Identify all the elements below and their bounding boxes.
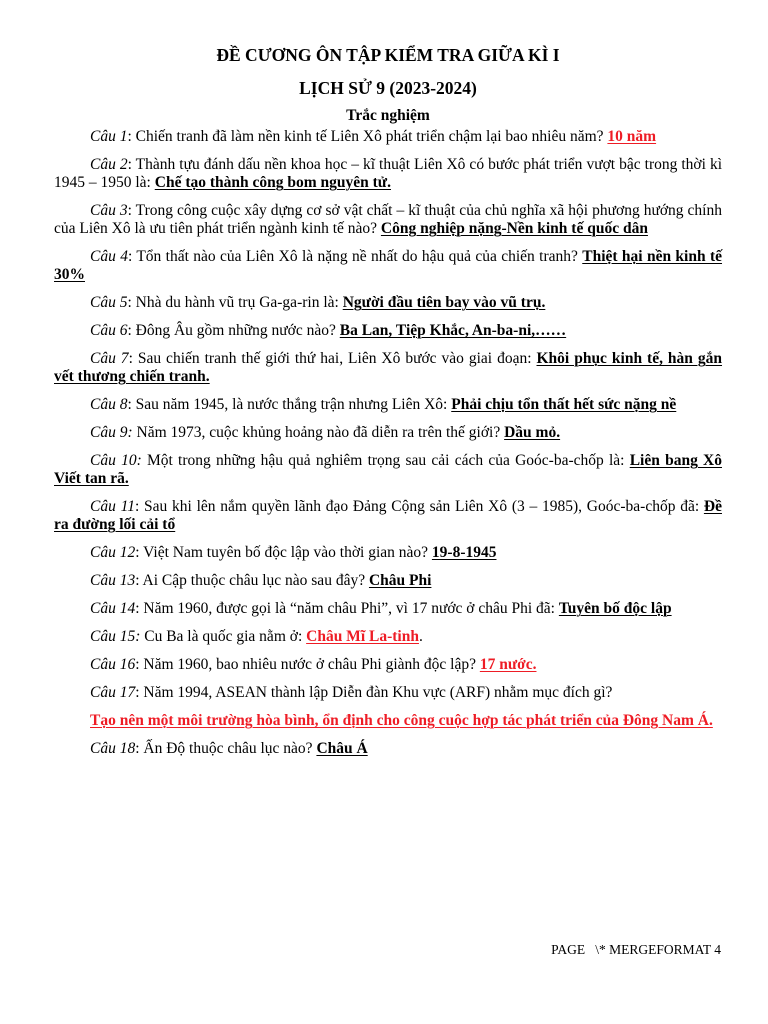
question-separator: :: [135, 544, 144, 561]
answer-suffix: .: [418, 628, 423, 645]
document-page: [54, 44, 722, 768]
question-label: Câu 3: [90, 202, 128, 219]
question-label: Câu 7: [90, 350, 129, 367]
question-item: [54, 248, 722, 284]
question-label: Câu 4: [90, 248, 128, 265]
question-answer: 17 nước.: [479, 656, 537, 673]
question-label: Câu 13: [90, 572, 136, 589]
question-separator: :: [135, 740, 144, 757]
question-label: Câu 1: [90, 128, 128, 145]
question-text: Một trong những hậu quả nghiêm trọng sau cải cách của Goóc-ba-chốp là:: [146, 452, 630, 469]
question-item: [54, 156, 722, 192]
question-separator: :: [135, 684, 144, 701]
document-title: ĐỀ CƯƠNG ÔN TẬP KIỂM TRA GIỮA KÌ I: [216, 45, 560, 65]
question-answer: Khôi phục kinh tế, hàn gắn vết thương chiến tranh.: [54, 350, 723, 385]
document-subject: LỊCH SỬ 9 (2023-2024): [299, 78, 477, 98]
page-footer: PAGE \* MERGEFORMAT 4: [551, 942, 721, 957]
question-separator: :: [135, 656, 144, 673]
question-label: Câu 10:: [90, 452, 142, 469]
question-item: [54, 498, 722, 534]
question-answer: Ba Lan, Tiệp Khắc, An-ba-ni,……: [339, 322, 567, 339]
question-separator: :: [127, 156, 136, 173]
question-separator: :: [135, 572, 143, 589]
question-item: [54, 572, 722, 590]
question-item: [54, 424, 722, 442]
question-answer: Đề ra đường lối cải tổ: [54, 498, 722, 533]
question-answer: Châu Á: [316, 740, 368, 757]
question-text: Sau khi lên nắm quyền lãnh đạo Đảng Cộng sản Liên Xô (3 – 1985), Goóc-ba-chốp đã:: [144, 498, 704, 515]
question-item: [54, 202, 722, 238]
question-text: Đông Âu gồm những nước nào?: [135, 322, 340, 339]
question-item: [54, 294, 722, 312]
question-item: [54, 396, 722, 414]
question-answer: Công nghiệp nặng-Nền kinh tế quốc dân: [380, 220, 648, 237]
question-text: Sau năm 1945, là nước thắng trận nhưng Liên Xô:: [135, 396, 452, 413]
question-text: Năm 1960, được gọi là “năm châu Phi”, vì 17 nước ở châu Phi đã:: [143, 600, 559, 617]
question-item: [54, 350, 722, 386]
question-text: Tổn thất nào của Liên Xô là nặng nề nhất do hậu quả của chiến tranh?: [136, 248, 583, 265]
question-text: Chiến tranh đã làm nền kinh tế Liên Xô phát triển chậm lại bao nhiêu năm?: [135, 128, 608, 145]
question-separator: :: [128, 350, 138, 367]
question-answer: Tuyên bố độc lập: [558, 600, 672, 617]
question-answer: 10 năm: [607, 128, 657, 145]
question-label: Câu 18: [90, 740, 136, 757]
question-text: Năm 1994, ASEAN thành lập Diễn đàn Khu vực (ARF) nhằm mục đích gì?: [143, 684, 613, 701]
question-text: Thành tựu đánh dấu nền khoa học – kĩ thuật Liên Xô có bước phát triển vượt bậc trong thời kì 1945 – 1950 là:: [54, 156, 722, 191]
question-text: Sau chiến tranh thế giới thứ hai, Liên Xô bước vào giai đoạn:: [137, 350, 537, 367]
question-text: Cu Ba là quốc gia nằm ở:: [144, 628, 307, 645]
question-label: Câu 9:: [90, 424, 133, 441]
question-separator: :: [127, 248, 137, 265]
question-answer: 19-8-1945: [431, 544, 497, 561]
question-separator: :: [127, 202, 136, 219]
question-label: Câu 12: [90, 544, 136, 561]
question-item: [54, 684, 722, 702]
question-text: Ấn Độ thuộc châu lục nào?: [143, 740, 317, 757]
question-item: [54, 544, 722, 562]
question-answer: Châu Phi: [368, 572, 432, 589]
question-separator: :: [134, 498, 145, 515]
question-text: Việt Nam tuyên bố độc lập vào thời gian nào?: [143, 544, 432, 561]
question-list: [54, 128, 722, 758]
question-label: Câu 16: [90, 656, 136, 673]
question-item: [54, 128, 722, 146]
question-separator: :: [135, 600, 144, 617]
question-label: Câu 2: [90, 156, 128, 173]
question-answer: Phải chịu tổn thất hết sức nặng nề: [451, 396, 677, 413]
section-heading: Trắc nghiệm: [346, 107, 430, 124]
question-text: Năm 1973, cuộc khủng hoảng nào đã diễn ra trên thế giới?: [136, 424, 505, 441]
question-item: [54, 628, 722, 646]
question-answer: Người đầu tiên bay vào vũ trụ.: [342, 294, 546, 311]
question-label: Câu 14: [90, 600, 136, 617]
question-text: Nhà du hành vũ trụ Ga-ga-rin là:: [135, 294, 343, 311]
question-answer: Châu Mĩ La-tinh: [306, 628, 419, 645]
question-text: Năm 1960, bao nhiêu nước ở châu Phi giành độc lập?: [143, 656, 480, 673]
question-text: Ai Cập thuộc châu lục nào sau đây?: [142, 572, 369, 589]
question-item: [54, 656, 722, 674]
question-separator: :: [127, 128, 136, 145]
question-label: Câu 6: [90, 322, 128, 339]
question-item: [54, 712, 722, 730]
question-answer: Thiệt hại nền kinh tế 30%: [54, 248, 723, 283]
question-label: Câu 8: [90, 396, 128, 413]
question-answer: Dầu mỏ.: [504, 424, 561, 441]
question-answer: Chế tạo thành công bom nguyên tử.: [154, 174, 391, 191]
question-separator: :: [127, 322, 136, 339]
question-item: [54, 600, 722, 618]
question-label: Câu 17: [90, 684, 136, 701]
question-answer: Tạo nên một môi trường hòa bình, ổn định cho công cuộc hợp tác phát triển của Đông Nam Á.: [90, 712, 713, 729]
question-label: Câu 5: [90, 294, 128, 311]
question-separator: :: [127, 396, 136, 413]
question-label: Câu 15:: [90, 628, 141, 645]
question-separator: :: [127, 294, 136, 311]
question-item: [54, 322, 722, 340]
question-item: [54, 740, 722, 758]
question-answer: Liên bang Xô Viết tan rã.: [54, 452, 722, 487]
question-label: Câu 11: [90, 498, 135, 515]
question-item: [54, 452, 722, 488]
question-text: Trong công cuộc xây dựng cơ sở vật chất – kĩ thuật của chủ nghĩa xã hội phương hướng chính của Liên Xô là ưu tiên phát triển ngành kinh tế nào?: [54, 202, 722, 237]
